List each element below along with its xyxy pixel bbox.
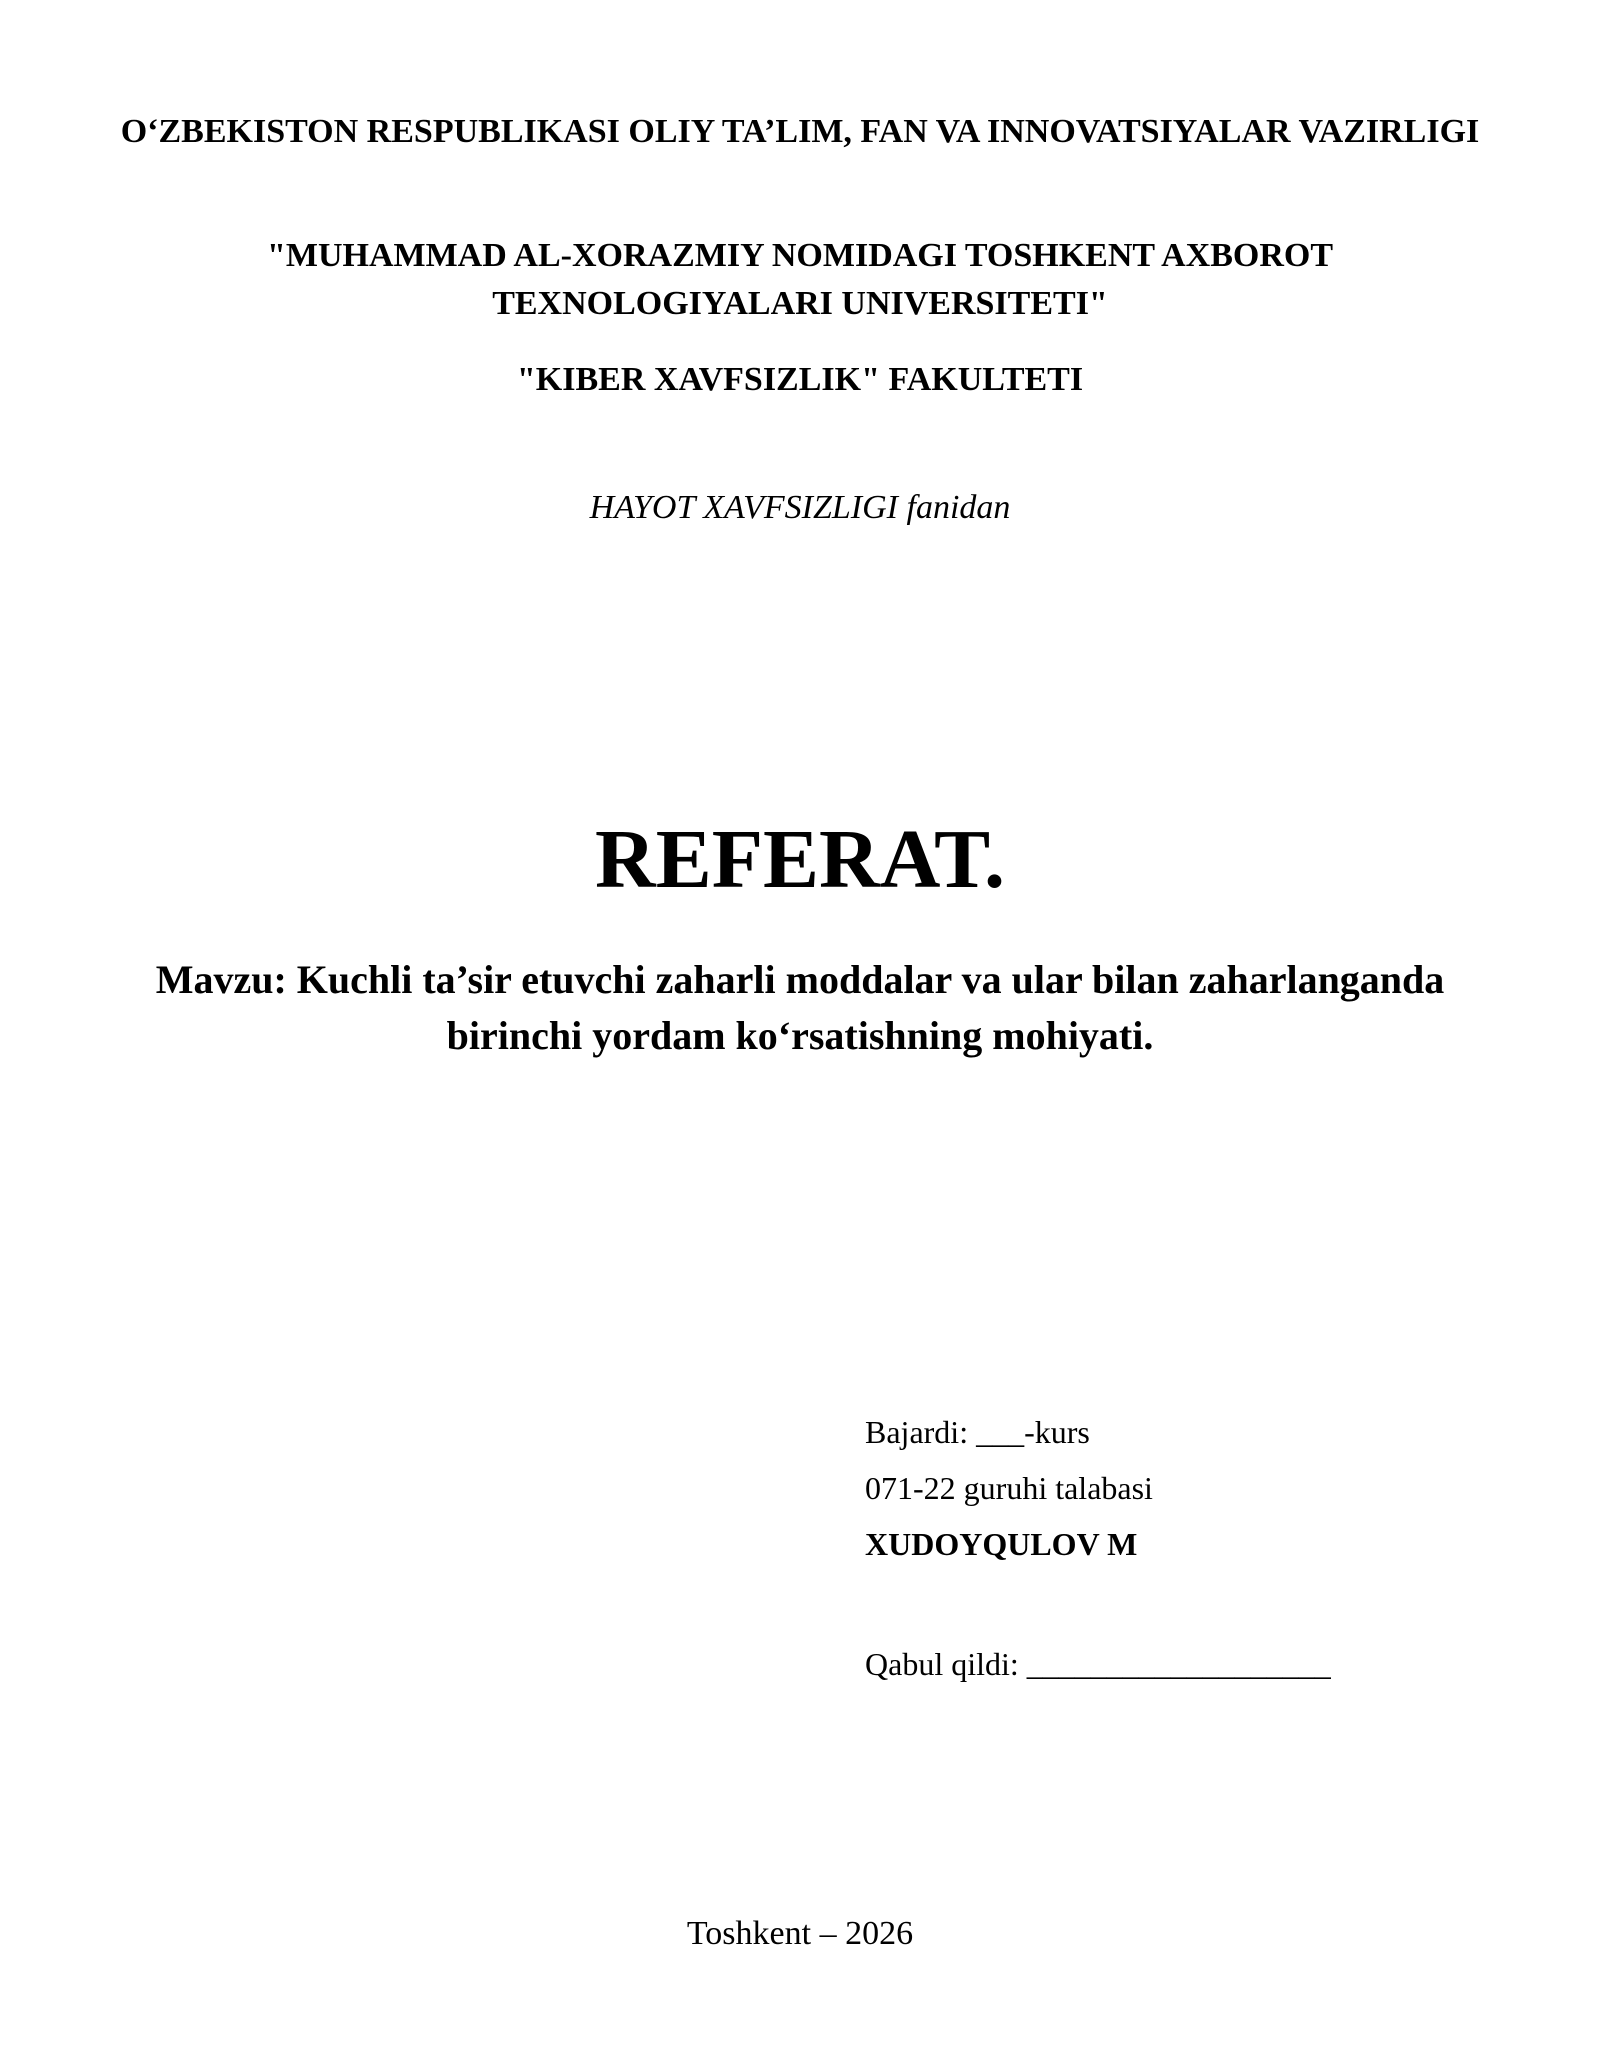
student-name: XUDOYQULOV M: [865, 1526, 1138, 1562]
performer-course-line: Bajardi: ___-kurs: [865, 1414, 1090, 1450]
ministry-heading: O‘ZBEKISTON RESPUBLIKASI OLIY TA’LIM, FAN VA INNOVATSIYALAR VAZIRLIGI: [120, 113, 1480, 150]
faculty-heading: "KIBER XAVFSIZLIK" FAKULTETI: [516, 361, 1084, 398]
city-year-footer: Toshkent – 2026: [686, 1915, 914, 1952]
performer-group-line: 071-22 guruhi talabasi: [865, 1470, 1153, 1506]
subject-line: HAYOT XAVFSIZLIGI fanidan: [589, 489, 1011, 526]
university-heading: "MUHAMMAD AL-XORAZMIY NOMIDAGI TOSHKENT AXBOROT TEXNOLOGIYALARI UNIVERSITETI": [266, 237, 1334, 322]
accepted-by-line: Qabul qildi: ___________________: [865, 1646, 1331, 1682]
topic-text: Mavzu: Kuchli ta’sir etuvchi zaharli moddalar va ular bilan zaharlanganda birinchi yordam ko‘rsatishning mohiyati.: [155, 957, 1445, 1058]
document-type-title: REFERAT.: [595, 813, 1005, 906]
